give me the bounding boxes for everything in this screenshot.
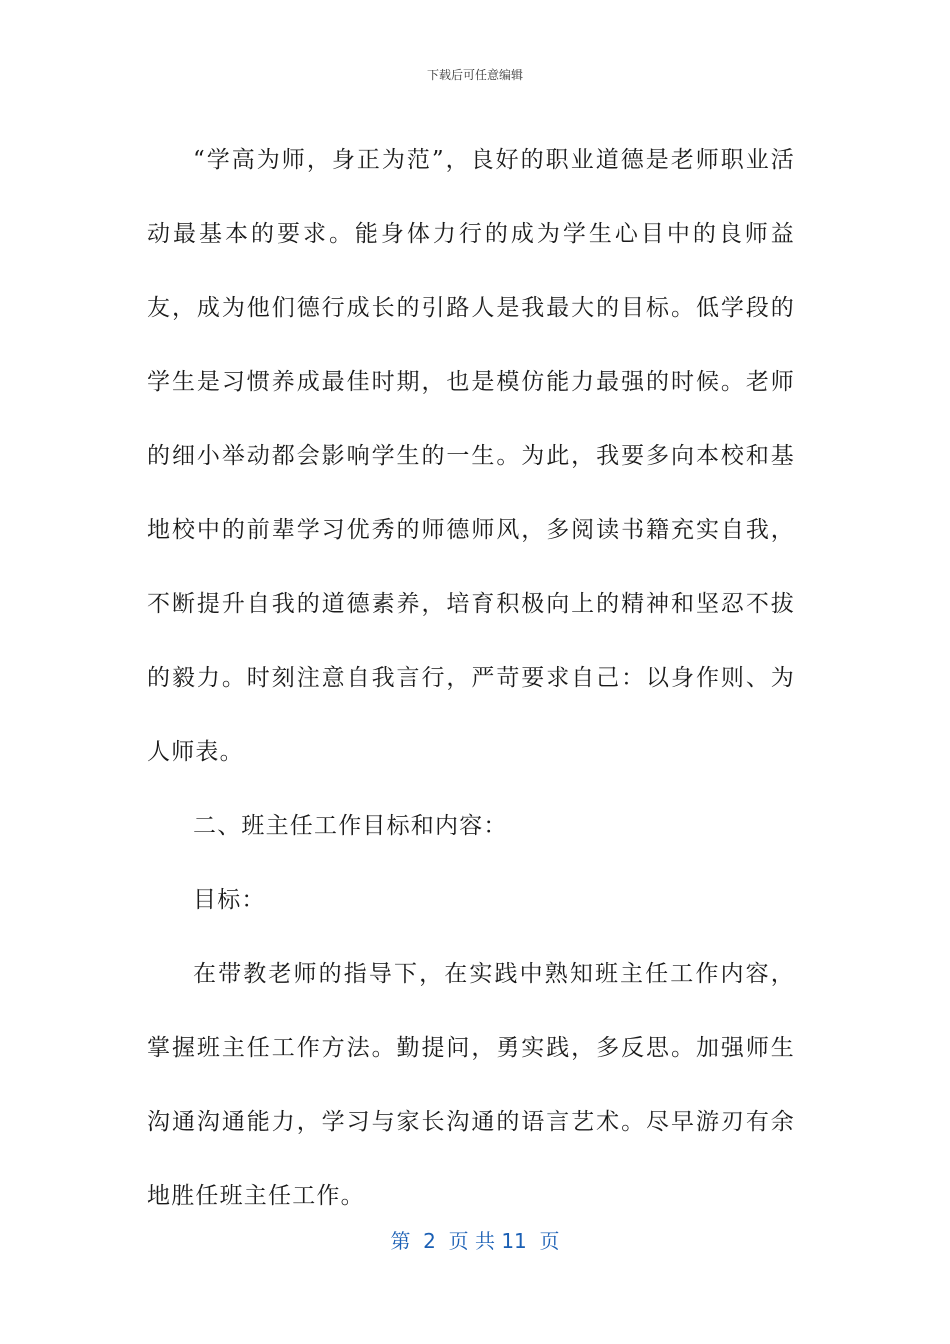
page-number: 第 2 页 共 11 页	[390, 1229, 560, 1253]
subheading-goal: 目标：	[193, 887, 266, 913]
section-heading: 二、班主任工作目标和内容：	[193, 813, 508, 839]
paragraph-goal: 在带教老师的指导下，在实践中熟知班主任工作内容，掌握班主任工作方法。勤提问，勇实践，多反思。加强师生沟通沟通能力，学习与家长沟通的语言艺术。尽早游刃有余地胜任班主任工作。	[147, 961, 795, 1209]
header-note: 下载后可任意编辑	[426, 68, 523, 82]
document-body	[147, 123, 795, 1233]
paragraph-ethics: “学高为师，身正为范”，良好的职业道德是老师职业活动最基本的要求。能身体力行的成为学生心目中的良师益友，成为他们德行成长的引路人是我最大的目标。低学段的学生是习惯养成最佳时期，也是模仿能力最强的时候。老师的细小举动都会影响学生的一生。为此，我要多向本校和基地校中的前辈学习优秀的师德师风，多阅读书籍充实自我，不断提升自我的道德素养，培育积极向上的精神和坚忍不拔的毅力。时刻注意自我言行，严苛要求自己：以身作则、为人师表。	[147, 147, 795, 765]
